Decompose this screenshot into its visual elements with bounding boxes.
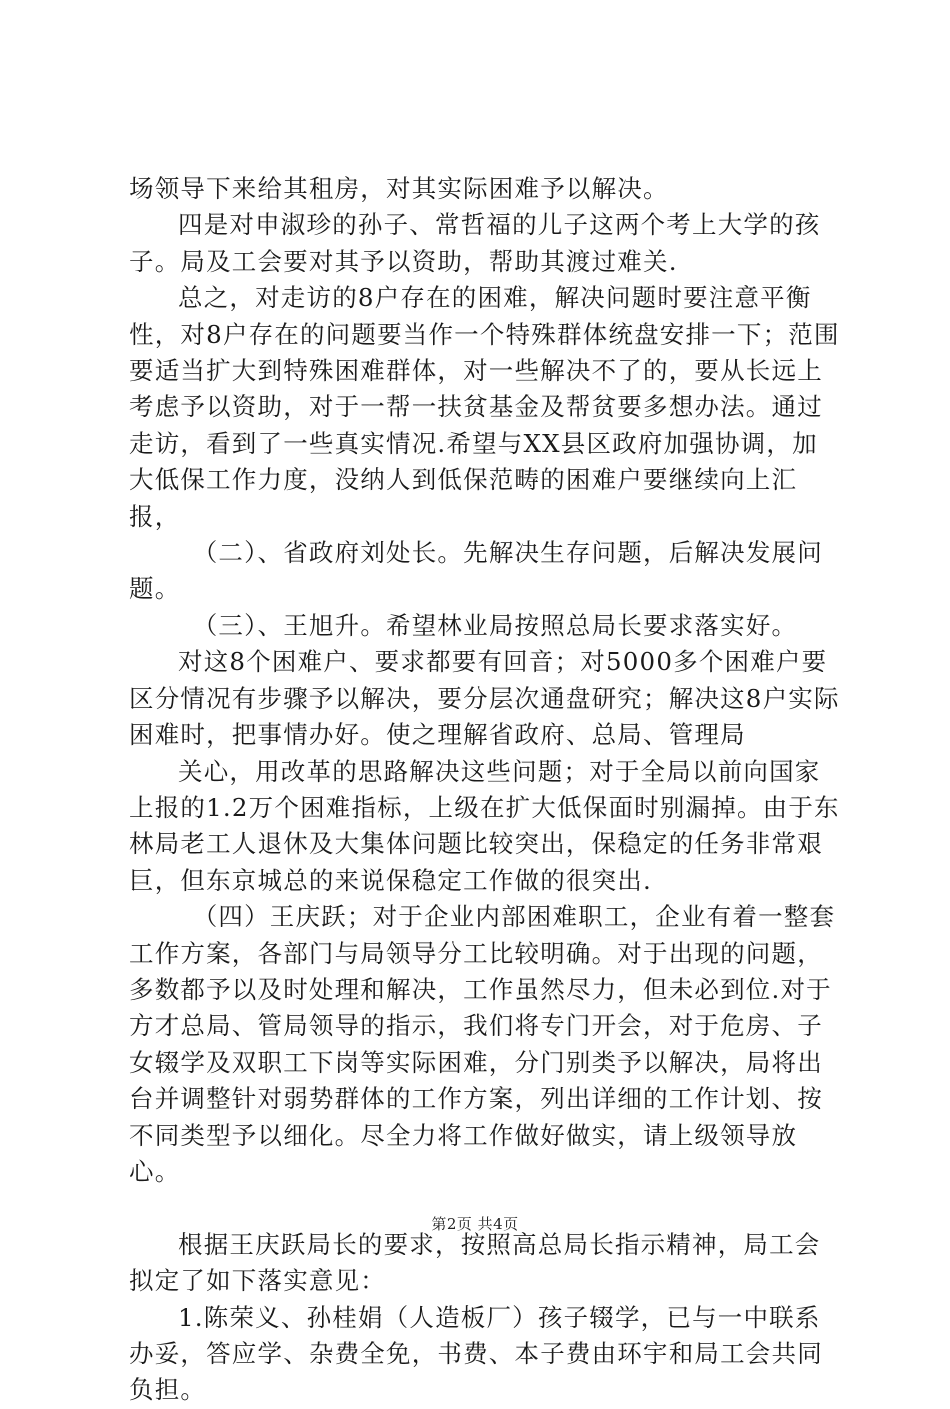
paragraph-item-four: 四是对申淑珍的孙子、常哲福的儿子这两个考上大学的孩子。局及工会要对其予以资助，帮助其渡过难关.	[129, 210, 821, 276]
paragraph-requirements: 对这8个困难户、要求都要有回音；对5000多个困难户要区分情况有步骤予以解决，要分层次通盘研究；解决这8户实际困难时，把事情办好。使之理解省政府、总局、管理局	[129, 647, 840, 750]
paragraph-section-two: （二）、省政府刘处长。先解决生存问题，后解决发展问题。	[129, 538, 823, 604]
paragraph-concern: 关心，用改革的思路解决这些问题；对于全局以前向国家上报的1.2万个困难指标，上级在扩大低保面时别漏掉。由于东林局老工人退休及大集体问题比较突出，保稳定的任务非常艰巨，但东京城总的来说保稳定工作做的很突出.	[129, 756, 840, 895]
paragraph-section-four: （四）王庆跃；对于企业内部困难职工，企业有着一整套工作方案，各部门与局领导分工比较明确。对于出现的问题，多数都予以及时处理和解决，工作虽然尽力，但未必到位.对于方才总局、管局领导的指示，我们将专门开会，对于危房、子女辍学及双职工下岗等实际困难，分门别类予以解决，局将出台并调整针对弱势群体的工作方案，列出详细的工作计划、按不同类型予以细化。尽全力将工作做好做实，请上级领导放心。	[129, 902, 836, 1186]
paragraph-continuation: 场领导下来给其租房，对其实际困难予以解决。	[129, 174, 669, 203]
paragraph-section-three: （三）、王旭升。希望林业局按照总局长要求落实好。	[192, 610, 798, 640]
paragraph-summary: 总之，对走访的8户存在的困难，解决问题时要注意平衡性，对8户存在的问题要当作一个特殊群体统盘安排一下；范围要适当扩大到特殊困难群体，对一些解决不了的，要从长远上考虑予以资助，对于一帮一扶贫基金及帮贫要多想办法。通过走访，看到了一些真实情况.希望与XX县区政府加强协调，加大低保工作力度，没纳人到低保范畴的困难户要继续向上汇报，	[129, 283, 840, 531]
paragraph-implementation-intro: 根据王庆跃局长的要求，按照高总局长指示精神，局工会拟定了如下落实意见：	[129, 1229, 821, 1296]
page-number: 第2页 共4页	[431, 1215, 519, 1233]
paragraph-implementation-item-one: 1.陈荣义、孙桂娟（人造板厂）孩子辍学，已与一中联系办妥，答应学、杂费全免，书费、本子费由环宇和局工会共同负担。	[129, 1302, 823, 1405]
